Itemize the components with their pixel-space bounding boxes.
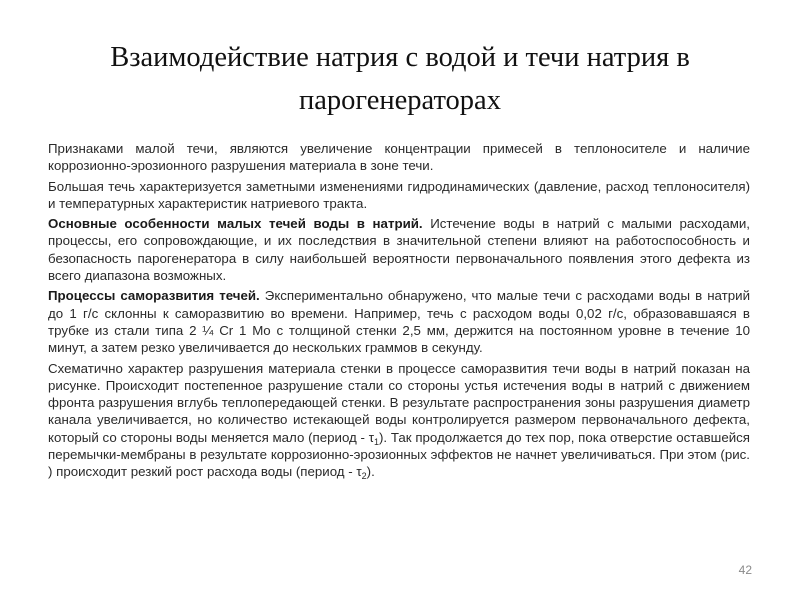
heading-self-development: Процессы саморазвития течей. <box>48 288 260 304</box>
heading-small-leak-features: Основные особенности малых течей воды в натрий. <box>48 216 423 232</box>
text-destruction-part-1: Схематично характер разрушения материала стенки в процессе саморазвития течи воды в натрий показан на рисунке. Происходит постепенное разрушение стали со стороны устья истечения воды в натрий с движением фронта разрушения вглубь теплопередающей стенки. В результате распространения зоны разрушения диаметр канала увеличивается, но количество истекающей воды контролируется размером первоначального дефекта, который со стороны воды меняется мало (период - τ <box>48 360 750 445</box>
page-number: 42 <box>738 563 752 577</box>
paragraph-large-leak: Большая течь характеризуется заметными изменениями гидродинамических (давление, расход теплоносителя) и температурных характеристик натриевого тракта. <box>48 178 750 211</box>
text-self-development: Экспериментально обнаружено, что малые течи с расходами воды в натрий до 1 г/с склонны к саморазвитию во времени. Например, течь с расходом воды 0,02 г/с, образовавшаяся в трубке из стали типа 2 ¼ Cr 1 Mo с толщиной стенки 2,5 мм, держится на постоянном уровне в течение 10 минут, а затем резко увеличивается до нескольких граммов в секунду. <box>48 288 750 356</box>
slide-body <box>48 140 750 484</box>
text-destruction-part-2: ). Так продолжается до тех пор, пока отверстие оставшейся перемычки-мембраны в результате коррозионно-эрозионных эффектов не начнет увеличиваться. При этом (рис. ) происходит резкий рост расхода воды (период - τ <box>48 429 750 480</box>
text-destruction-part-3: ). <box>366 464 375 480</box>
subscript-period-2: 2 <box>361 471 367 482</box>
subscript-period-1: 1 <box>373 436 379 447</box>
paragraph-self-development <box>48 287 750 356</box>
text-small-leak-features: Истечение воды в натрий с малыми расходами, процессы, его сопровождающие, и их последствия в значительной степени влияют на работоспособность и безопасность парогенератора в силу наибольшей вероятности первоначального появления этого дефекта из всего диапазона возможных. <box>48 216 750 284</box>
paragraph-small-leak: Признаками малой течи, являются увеличение концентрации примесей в теплоносителе и наличие коррозионно-эрозионного разрушения материала в зоне течи. <box>48 141 750 174</box>
slide-title: Взаимодействие натрия с водой и течи натрия в парогенераторах <box>110 42 690 116</box>
paragraph-destruction-scheme <box>48 360 750 481</box>
paragraph-small-leak-features <box>48 215 750 284</box>
